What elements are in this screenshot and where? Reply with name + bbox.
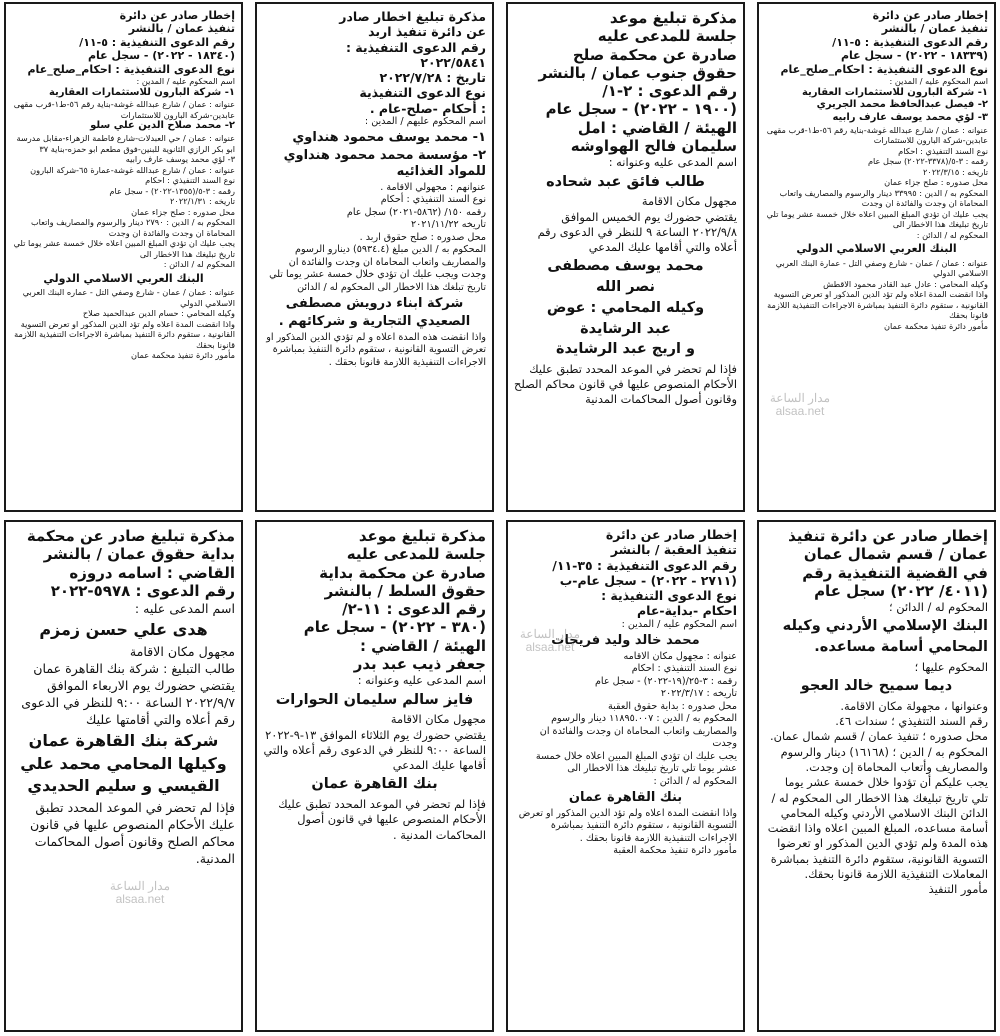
plaintiff-name: محمد يوسف مصطفى (547, 258, 704, 275)
watermark-arabic: مدار الساعة (109, 879, 170, 893)
notice-body-line: يجب عليك ان تؤدي المبلغ المبين اعلاه خلال خمسة عشر يوما تلي تاريخ تبليغك هذا الاخطار الى (535, 750, 737, 775)
notice-body-line: مجهول مكان الاقامة (390, 712, 486, 727)
notice-body-line: مجهول مكان الاقامة (641, 194, 737, 209)
notice-title-line: مذكرة تبليغ موعد (609, 9, 737, 27)
notice-title-line: نوع الدعوى التنفيذية : (601, 588, 737, 603)
plaintiff-name: بنك القاهرة عمان (311, 776, 438, 793)
notice-title-line: : أحكام -صلح-عام . (369, 100, 486, 116)
notice-body-line: فإذا لم تحضر في الموعد المحدد تطبق عليك الأحكام المنصوص عليها في قانون أصول المحاكمات المدنية . (278, 797, 486, 842)
watermark-site: alsaa.net (115, 892, 165, 907)
notice-body-line: عنوانه : عمان / شارع عبدالله غوشة-بناية رقم ٥٦-ط١-قرب مقهى عابدين-شركة البارون للاستثمارات (13, 99, 235, 120)
notice-body-line: اسم المدعى عليه وعنوانه : (608, 155, 737, 170)
notice-body-line: ٣- لؤي محمد يوسف عارف رابيه (125, 154, 235, 165)
defendant-name: هدى علي حسن زمزم (39, 620, 208, 640)
notice-title-line: رقم الدعوى : ١١-٢/ (342, 600, 486, 619)
lawyer-name: القيسي و سليم الحديدي (27, 776, 220, 796)
notice-body-line: اسم المدعى عليه وعنوانه : (357, 673, 486, 688)
notice-body-line: عنوانهم : مجهولي الاقامة . (380, 181, 486, 193)
notice-title-line: (٤٠١١/ ٢٠٢٢) سجل عام (814, 581, 988, 600)
notice-title-line: رقم الدعوى التنفيذية : ٣٥-١١/ (552, 557, 737, 573)
notice-body-line: المحكوم به / الدين مبلغ (٥٩٣٤.٤) دينارو الرسوم والمصاريف واتعاب المحاماة ان وجدت والفائدة ان وجدت ويجب عليك ان تؤدي خلال خمسة عشر يوما تلي تاريخ تبلغك هذا الاخطار الى المحكوم له / الدائن (269, 244, 486, 293)
notice-body-line: محل صدوره : صلح جزاء عمان (884, 177, 988, 188)
notice-body-line: فإذا لم تحضر في الموعد المحدد تطبق عليك الأحكام المنصوص عليها في قانون محاكم الصلح وقانون أصول المحاكمات المدنية. (30, 800, 235, 867)
notice-title-line: صادرة عن محكمة بداية (319, 563, 486, 582)
notice-title-line: جلسة للمدعى عليه (597, 27, 737, 46)
notice-body-line: نوع السند التنفيذي : أحكام (380, 194, 486, 206)
notice-body-line: نوع السند التنفيذي : احكام (898, 145, 988, 156)
notice-body-line: محل صدوره : بداية حقوق العقبة (607, 700, 737, 712)
notice-body-line: عنوانه : عمان / عمان - شارع وصفي التل - عماره البنك العربي الاسلامي الدولي (22, 287, 235, 308)
notice-body-line: المحكوم به / الدين : ٣٣٩٩٥ دينار والرسوم والمصاريف واتعاب المحاماة ان وجدت والفائدة ان وجدت (779, 187, 988, 209)
notice-body-line: عنوانه : عمان / حي العبدلات-شارع فاطمة الزهراء-مقابل مدرسة ابو بكر الرازي الثانوية للبنين-فوق مطعم ابو حمزه-بناية ٣٧ (16, 133, 235, 154)
notice-body-line: نوع السند التنفيذي : احكام (631, 663, 737, 675)
notice-title-line: نوع الدعوى التنفيذية : احكام_صلح_عام (780, 62, 988, 76)
notice-body-line: تاريخه : ٢٠٢٢/٣/١٥ (923, 166, 988, 177)
notice-title-line: تاريخ : ٢٠٢٢/٧/٢٨ (379, 70, 486, 85)
notice-title-line: مذكرة تبليغ صادر عن محكمة (26, 527, 235, 545)
notice-title-line: سليمان فالح الهواوشه (570, 137, 737, 156)
debtor-name: محمد خالد وليد فريحات (551, 632, 700, 648)
notice-title-line: في القضية التنفيذية رقم (802, 563, 988, 582)
creditor-name: البنك العربي الاسلامي الدولي (43, 271, 204, 285)
watermark-arabic: مدار الساعة (769, 391, 830, 405)
notice-body-line: اسم المدعى عليه : (134, 601, 235, 617)
notice-title-line: جلسة للمدعى عليه (346, 545, 486, 564)
notice-body-line: اسم المحكوم عليه / المدين : (136, 76, 235, 87)
notice-body-line: وعنوانها ، مجهولة مكان الاقامة. (840, 698, 988, 713)
notice-title-line: بداية حقوق عمان / بالنشر (43, 545, 235, 564)
notice-title-line: إخطار صادر عن دائرة (872, 9, 988, 22)
notice-body-line: تاريخه : ٢٠٢٢/٣/١٧ (660, 688, 737, 700)
plaintiff-name: شركة بنك القاهرة عمان (28, 731, 219, 751)
debtor-name: ١- شركة البارون للاستثمارات العقارية (801, 86, 988, 98)
notice-irbid-execution-5841 (255, 2, 494, 512)
lawyer-name: و اريج عبد الرشايدة (555, 341, 696, 358)
notice-title-line: تنفيذ العقبة / بالنشر (610, 542, 737, 558)
notice-signature: مأمور دائرة تنفيذ محكمة العقبة (613, 845, 737, 857)
notice-title-line: (٣٨٠ - ٢٠٢٢) - سجل عام (303, 618, 486, 637)
notice-title-line: حقوق جنوب عمان / بالنشر (538, 63, 737, 82)
notice-signature: مأمور دائرة تنفيذ محكمة عمان (884, 320, 988, 331)
notice-title-line: تنفيذ عمان / بالنشر (128, 22, 235, 36)
debtor-name: ١- محمد يوسف محمود هنداوي (292, 130, 486, 146)
notice-body-line: يجب عليك ان تؤدي المبلغ المبين اعلاه خلال خمسة عشر يوما تلي تاريخ تبليغك هذا الاخطار الى (766, 208, 988, 230)
creditor-name: المحامي أسامة مساعده. (814, 639, 988, 656)
debtor-name: ديما سميح خالد العجو (800, 678, 953, 695)
notice-body-line: رقمه : ٣-٥/(٣٣٧٨-٢٠٢٢) سجل عام (867, 156, 988, 167)
notice-signature: مأمور دائرة تنفيذ محكمة عمان (131, 350, 235, 361)
notice-amman-execution-18340 (4, 2, 243, 512)
notice-title-line: القاضي : اسامه دروزه (69, 563, 235, 582)
watermark-site: alsaa.net (775, 404, 825, 419)
notice-body-line: واذا انقضت المدة اعلاه ولم تؤد الدين المذكور او تعرض التسوية القانونية ، ستقوم دائرة التنفيذ بمباشرة الاجراءات التنفيذية اللازمة قانونا بحقك (14, 318, 235, 350)
notice-title-line: مذكرة تبليغ اخطار صادر (339, 9, 486, 24)
notice-body-line: تاريخه ٢٠٢١/١١/٢٢ (411, 219, 486, 231)
notice-title-line: الهيئة / القاضي : (359, 636, 486, 655)
notice-body-line: رقم السند التنفيذي ؛ سندات ٤٦. (835, 714, 988, 729)
creditor-name: الصعيدي التجارية و شركائهم . (278, 313, 471, 329)
watermark-site: alsaa.net (525, 640, 575, 655)
creditor-name: بنك القاهرة عمان (568, 789, 683, 805)
notice-title-line: عمان / قسم شمال عمان (803, 545, 988, 564)
notice-body-line: يقتضي حضورك يوم الثلاثاء الموافق ١٣-٩-٢٠٢٢ الساعة ٩:٠٠ للنظر في الدعوى رقم أعلاه والتي أقامها عليك المدعي (263, 727, 486, 773)
notice-title-line: جعفر ذيب عبد بدر (353, 655, 486, 674)
notice-body-line: وكيله المحامي : عادل عبد القادر محمود الاقطش (823, 278, 988, 289)
notice-body-line: رقمه : ٣-٥/(١٣٥٥-٢٠٢٢) - سجل عام (109, 185, 235, 196)
debtor-name: ٢- محمد صلاح الدين علي سلو (90, 120, 235, 132)
notice-body-line: المحكوم له / الدائن : (653, 775, 737, 787)
creditor-name: البنك العربي الاسلامي الدولي (796, 242, 957, 256)
debtor-name: ٢- فيصل عبدالحافظ محمد الجريري (816, 99, 988, 111)
creditor-name: شركة ابناء درويش مصطفى (285, 296, 464, 312)
notice-body-line: طالب التبليغ : شركة بنك القاهرة عمان (33, 660, 235, 676)
notice-body-line: واذا انقضت المدة اعلاه ولم تؤد الدين المذكور او تعرض التسوية القانونية ، ستقوم دائرة التنفيذ بمباشرة الاجراءات التنفيذية اللازمة قانونا بحقك . (518, 807, 737, 844)
notice-body-line: واذا انقضت هذه المدة اعلاه و لم تؤدي الدين المذكور او تعرض التسوية القانونية ، ستقوم دائرة التنفيذ بمباشرة الاجراءات التنفيذية اللازمة قانونا بحقك . (266, 331, 486, 368)
notice-title-line: صادرة عن محكمة صلح (572, 45, 737, 64)
notice-body-line: يقتضي حضورك يوم الخميس الموافق ٢٠٢٢/٩/٨ الساعة ٩ للنظر في الدعوى رقم أعلاه والتي أقامها عليك المدعي (537, 209, 737, 255)
notice-body-line: واذا انقضت المدة اعلاه ولم تؤد الدين المذكور او تعرض التسوية القانونية ، ستقوم دائرة التنفيذ بمباشرة الاجراءات التنفيذية اللازمة قانونا بحقك (767, 289, 988, 321)
notice-body-line: محل صدوره : صلح جزاء عمان (131, 206, 235, 217)
notice-title-line: نوع الدعوى التنفيذية (359, 85, 486, 101)
notice-title-line: تنفيذ عمان / بالنشر (881, 22, 988, 36)
notice-aqaba-execution-2711 (506, 520, 745, 1032)
notice-title-line: رقم الدعوى : ٥٩٧٨-٢٠٢٢ (50, 581, 235, 600)
notice-body-line: رقمه ١٥٠/ (٥٨٦٢-٢٠٢١) سجل عام (346, 206, 486, 218)
notice-body-line: محل صدوره ؛ تنفيذ عمان / قسم شمال عمان. (769, 729, 988, 744)
notice-salt-court-380 (255, 520, 494, 1032)
notice-body-line: المحكوم له / الدائن : (163, 259, 235, 270)
notice-amman-execution-18339 (757, 2, 996, 512)
lawyer-name: وكيله المحامي : عوض (546, 299, 705, 316)
notice-body-line: يجب عليك ان تؤدي المبلغ المبين اعلاه خلال خمسة عشر يوما تلي تاريخ تبليغك هذا الاخطار الى (13, 238, 235, 259)
notice-body-line: المحكوم له / الدائن ؛ (889, 600, 988, 615)
notice-body-line: وكيله المحامي : حسام الدين عبدالحميد صلاح (82, 308, 235, 319)
defendant-name: فايز سالم سليمان الحوارات (275, 691, 474, 708)
notice-body-line: فإذا لم تحضر في الموعد المحدد تطبق عليك الأحكام المنصوص عليها في قانون محاكم الصلح وقانون أصول المحاكمات المدنية (514, 361, 737, 407)
notice-title-line: (١٩٠٠ - ٢٠٢٢) - سجل عام (545, 100, 737, 119)
debtor-name: ٣- لؤي محمد يوسف عارف رابيه (832, 112, 988, 124)
notice-title-line: رقم الدعوى التنفيذية : ٥-١١/ (79, 35, 235, 49)
notice-title-line: إخطار صادر عن دائرة (605, 527, 737, 542)
notice-north-amman-execution-4011 (757, 520, 996, 1032)
notices-row-top (4, 2, 996, 512)
notice-title-line: نوع الدعوى التنفيذية : احكام_صلح_عام (27, 62, 235, 76)
defendant-name: طالب فائق عبد شحاده (546, 173, 705, 190)
notice-title-line: مذكرة تبليغ موعد (358, 527, 486, 545)
notice-body-line: مجهول مكان الاقامة (129, 643, 235, 659)
notice-title-line: احكام -بداية-عام (636, 603, 737, 619)
notice-body-line: عنوانه : مجهول مكان الاقامه (623, 650, 737, 662)
notice-title-line: (١٨٣٤٠ - ٢٠٢٢) - سجل عام (87, 49, 235, 63)
notice-amman-first-instance-5978 (4, 520, 243, 1032)
notice-title-line: ٢٠٢٢/٥٨٤١ (420, 54, 486, 70)
notice-body-line: عنوانه : عمان / شارع عبدالله غوشة-بناية رقم ٥٦-ط١-قرب مقهى عابدين-شركة البارون للاستثمارات (766, 124, 988, 146)
notice-signature: مأمور التنفيذ (928, 882, 988, 897)
notice-title-line: الهيئة / القاضي : امل (577, 118, 737, 137)
notice-body-line: اسم المحكوم عليه / المدين : (889, 76, 988, 87)
notice-body-line: عنوانه : عمان / شارع عبدالله غوشة-عمارة ٦٥-شركة البارون (30, 164, 235, 175)
plaintiff-name: نصر الله (596, 279, 655, 296)
notice-body-line: عنوانه : عمان / عمان - شارع وصفي التل - عمارة البنك العربي الاسلامي الدولي (775, 257, 988, 279)
notice-title-line: (١٨٣٣٩ - ٢٠٢٢) - سجل عام (840, 49, 988, 63)
notice-body-line: رقمه : ٣-٢٥/(١٩-٢٠٢٢) - سجل عام (594, 675, 737, 687)
notice-body-line: اسم المحكوم عليه / المدين : (621, 618, 737, 630)
notice-title-line: رقم الدعوى التنفيذية : ٥-١١/ (832, 35, 988, 49)
lawyer-name: وكيلها المحامي محمد علي (20, 753, 227, 773)
notice-body-line: المحكوم عليها ؛ (914, 659, 988, 674)
notice-title-line: إخطار صادر عن دائرة (119, 9, 235, 22)
notice-title-line: رقم الدعوى التنفيذية : (345, 39, 486, 55)
notice-south-amman-court-1900 (506, 2, 745, 512)
debtor-name: ٢- مؤسسة محمد محمود هنداوي للمواد الغذائيه (283, 148, 486, 179)
notice-body-line: يقتضي حضورك يوم الاربعاء الموافق ٢٠٢٢/٩/٧ الساعة ٩:٠٠ للنظر في الدعوى رقم أعلاه والتي أقامتها عليك (21, 678, 235, 728)
notice-body-line: محل صدوره : صلح حقوق اربد . (359, 231, 486, 243)
lawyer-name: عبد الرشايدة (580, 320, 671, 337)
notice-title-line: رقم الدعوى : ٢-١/ (602, 82, 737, 101)
notice-body-line: اسم المحكوم عليهم / المدين : (364, 115, 486, 127)
notice-body-line: نوع السند التنفيذي : احكام (145, 175, 235, 186)
notice-body-line: المحكوم به / الدين ؛ (١٦١٦٨) دينار والرسوم والمصاريف وأتعاب المحاماة إن وجدت. (780, 744, 988, 774)
notice-body-line: المحكوم به / الدين : ١١٨٩٥.٠٠٧ دينار والرسوم والمصاريف واتعاب المحاماة ان وجدت والفائدة ان وجدت (539, 713, 737, 750)
creditor-name: البنك الإسلامي الأردني وكيله (782, 618, 988, 635)
notice-body-line: تاريخه : ٢٠٢٢/١/٣١ (170, 196, 235, 207)
notice-title-line: حقوق السلط / بالنشر (324, 581, 486, 600)
notices-row-bottom (4, 520, 996, 1032)
watermark-arabic: مدار الساعة (519, 627, 580, 641)
notice-body-line: يجب عليكم أن تؤدوا خلال خمسة عشر يوما تلي تاريخ تبليغك هذا الاخطار الى المحكوم له / الدائن البنك الاسلامي الأردني وكيله المحامي أسامة مساعده، المبلغ المبين اعلاه واذا انقضت هذه المدة ولم تؤدي الدين المذكور او تعرضوا التسوية القانونية، ستقوم دائرة التنفيذ بمباشرة المعاملات التنفيذية اللازمة قانونا بحقك. (767, 775, 988, 881)
debtor-name: ١- شركة البارون للاستثمارات العقارية (48, 86, 235, 98)
notice-body-line: المحكوم به / الدين : ٢٧٩٠ دينار والرسوم والمصاريف واتعاب المحاماة ان وجدت والفائدة ان وجدت (30, 217, 235, 238)
notice-body-line: المحكوم له / الدائن : (916, 229, 988, 240)
notice-title-line: (٢٧١١ - ٢٠٢٢) - سجل عام-ب (559, 572, 737, 588)
notice-title-line: إخطار صادر عن دائرة تنفيذ (788, 527, 988, 545)
notice-title-line: عن دائرة تنفيذ اربد (368, 24, 486, 40)
